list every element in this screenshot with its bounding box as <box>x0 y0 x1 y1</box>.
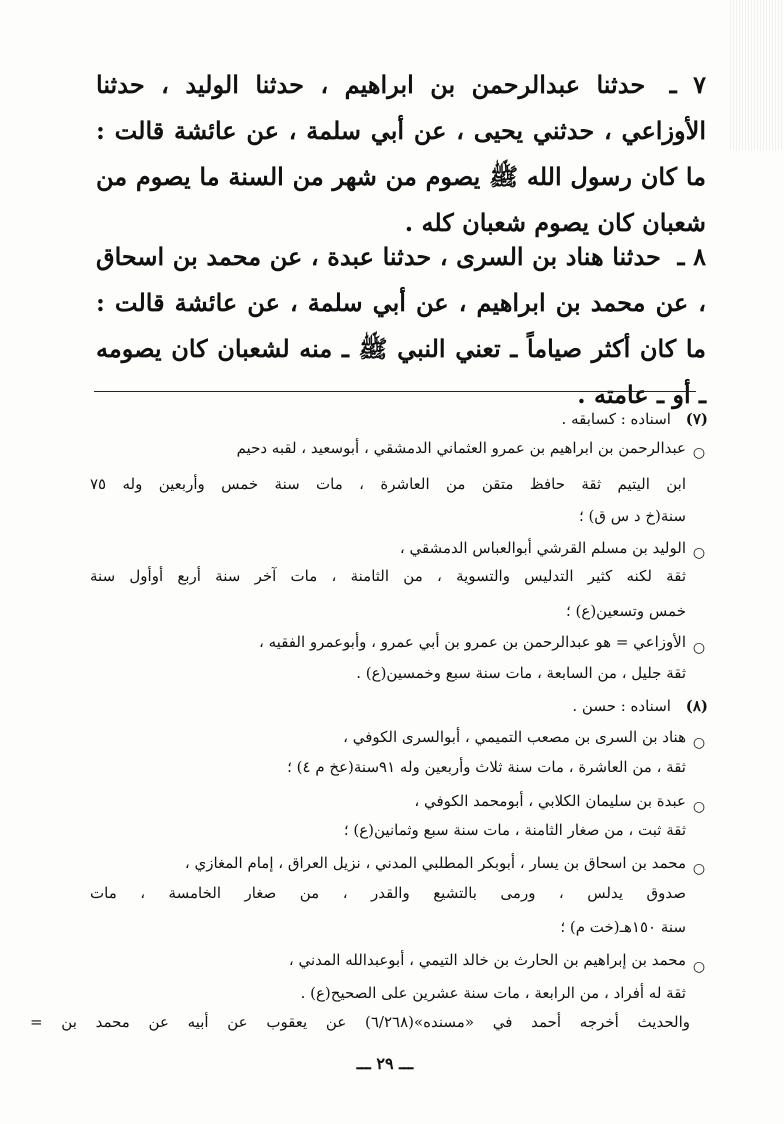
narrator-line: ثقة ، من العاشرة ، مات سنة ثلاث وأربعين وله ٩١سنة(عخ م ٤) ؛ <box>287 758 686 776</box>
circle-bullet-icon: ○ <box>692 640 706 656</box>
hadith-8-body: حدثنا هناد بن السرى ، حدثنا عبدة ، عن محمد بن اسحاق ، عن محمد بن ابراهيم ، عن أبي سلمة ، عن عائشة قالت : ما كان أكثر صياماً ـ تعني النبي ﷺ ـ منه لشعبان كان يصومه ـ أو ـ عامته . <box>96 242 706 409</box>
scan-edge-noise <box>730 0 784 150</box>
narrator-line: سنة(خ د س ق) ؛ <box>579 507 686 525</box>
narrator-line: عبدالرحمن بن ابراهيم بن عمرو العثماني الدمشقي ، أبوسعيد ، لقبه دحيم <box>236 439 686 457</box>
footnote-divider <box>94 391 696 392</box>
circle-bullet-icon: ○ <box>692 445 706 461</box>
footnote-7-number: (٧) <box>685 410 708 428</box>
narrator-line: محمد بن اسحاق بن يسار ، أبوبكر المطلبي المدني ، نزيل العراق ، إمام المغازي ، <box>184 854 686 872</box>
narrator-line: سنة ١٥٠هـ(خت م) ؛ <box>560 918 686 936</box>
page-number: ـــ ٢٩ ـــ <box>356 1054 414 1073</box>
footnote-8-title: اسناده : حسن . <box>572 697 671 715</box>
narrator-line: عبدة بن سليمان الكلابي ، أبومحمد الكوفي ، <box>414 792 686 810</box>
narrator-line: ثقة لكنه كثير التدليس والتسوية ، من الثامنة ، مات آخر سنة أربع أوأول سنة <box>90 567 686 585</box>
footnote-8-heading <box>572 697 708 715</box>
hadith-source-note: والحديث أخرجه أحمد في «مسنده»(٦/٢٦٨) عن يعقوب عن أبيه عن محمد بن = <box>30 1013 690 1031</box>
narrator-line: الوليد بن مسلم القرشي أبوالعباس الدمشقي ، <box>399 539 686 557</box>
footnote-7-heading <box>562 410 708 428</box>
narrator-line: هناد بن السرى بن مصعب التميمي ، أبوالسرى الكوفي ، <box>343 728 686 746</box>
hadith-8-number: ٨ ـ <box>677 242 706 271</box>
narrator-line: محمد بن إبراهيم بن الحارث بن خالد التيمي ، أبوعبدالله المدني ، <box>288 951 686 969</box>
narrator-line: ثقة ثبت ، من صغار الثامنة ، مات سنة سبع وثمانين(ع) ؛ <box>343 821 686 839</box>
hadith-7-body: حدثنا عبدالرحمن بن ابراهيم ، حدثنا الوليد ، حدثنا الأوزاعي ، حدثني يحيى ، عن أبي سلمة ، عن عائشة قالت : ما كان رسول الله ﷺ يصوم من شهر من السنة ما يصوم من شعبان كان يصوم شعبان كله . <box>96 70 706 237</box>
hadith-7-text <box>96 62 706 246</box>
narrator-line: ابن اليتيم ثقة حافظ متقن من العاشرة ، مات سنة خمس وأربعين وله ٧٥ <box>90 475 686 493</box>
hadith-7-number: ٧ ـ <box>669 70 707 99</box>
narrator-line: ثقة له أفراد ، من الرابعة ، مات سنة عشرين على الصحيح(ع) . <box>300 984 686 1002</box>
circle-bullet-icon: ○ <box>692 959 706 975</box>
narrator-line: الأوزاعي = هو عبدالرحمن بن عمرو بن أبي عمرو ، وأبوعمرو الفقيه ، <box>259 633 686 651</box>
narrator-line: ثقة جليل ، من السابعة ، مات سنة سبع وخمسين(ع) . <box>356 664 686 682</box>
footnote-7-title: اسناده : كسابقه . <box>561 410 671 428</box>
circle-bullet-icon: ○ <box>692 861 706 877</box>
narrator-line: صدوق يدلس ، ورمى بالتشيع والقدر ، من صغار الخامسة ، مات <box>90 884 686 902</box>
footnote-8-number: (٨) <box>685 697 708 715</box>
narrator-line: خمس وتسعين(ع) ؛ <box>565 602 686 620</box>
circle-bullet-icon: ○ <box>692 545 706 561</box>
circle-bullet-icon: ○ <box>692 799 706 815</box>
circle-bullet-icon: ○ <box>692 735 706 751</box>
